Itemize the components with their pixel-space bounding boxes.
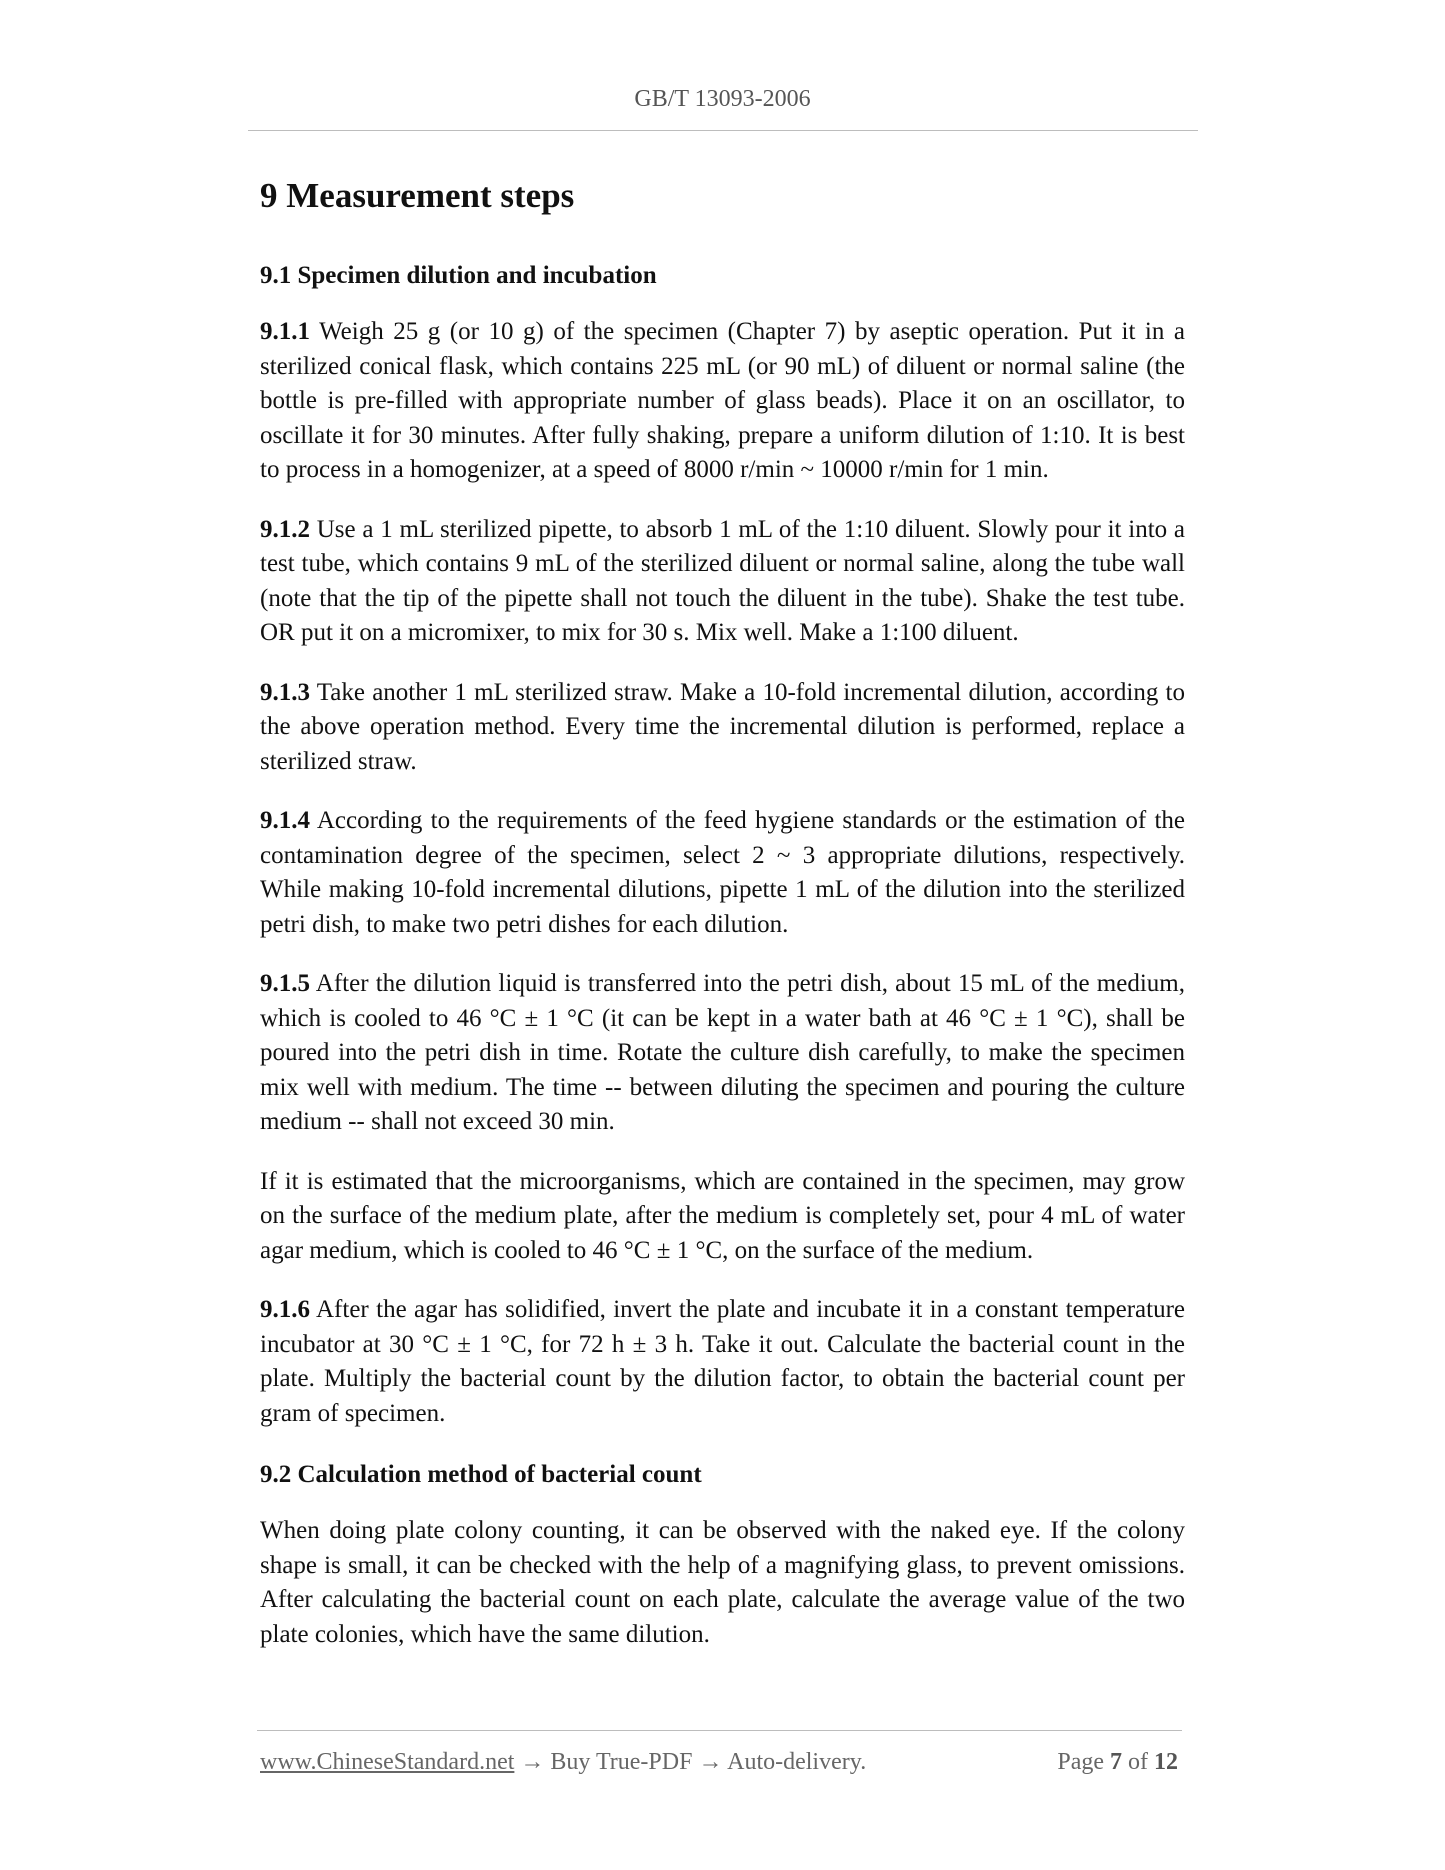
standard-code-header: GB/T 13093-2006 [634,86,811,112]
paragraph-text: After the agar has solidified, invert the plate and incubate it in a constant temperature incubator at 30 °C ± 1 °C, for 72 h ± 3 h. Take it out. Calculate the bacterial count in the plate. Multiply the bacterial count by the dilution factor, to obtain the bacterial count per gram of specimen. [260,1296,1185,1427]
clause-number: 9.1.1 [260,318,310,345]
clause-number: 9.1.5 [260,970,310,997]
paragraph-9-1-6 [260,1293,1185,1431]
section-heading-9-1: 9.1 Specimen dilution and incubation [260,262,657,289]
paragraph-text: After the dilution liquid is transferred into the petri dish, about 15 mL of the medium, which is cooled to 46 °C ± 1 °C (it can be kept in a water bath at 46 °C ± 1 °C), shall be poured into the petri dish in time. Rotate the culture dish carefully, to make the specimen mix well with medium. The time -- between diluting the specimen and pouring the culture medium -- shall not exceed 30 min. [260,970,1185,1135]
section-heading-9-2: 9.2 Calculation method of bacterial count [260,1461,702,1488]
paragraph-9-1-5 [260,967,1185,1140]
header-divider [248,130,1198,131]
total-page-count: 12 [1154,1749,1178,1775]
paragraph-text: According to the requirements of the feed hygiene standards or the estimation of the contamination degree of the specimen, select 2 ~ 3 appropriate dilutions, respectively. While making 10-fold incremental dilutions, pipette 1 mL of the dilution into the sterilized petri dish, to make two petri dishes for each dilution. [260,807,1185,938]
clause-number: 9.1.3 [260,678,310,706]
paragraph-text: Take another 1 mL sterilized straw. Make a 10-fold incremental dilution, according to the above operation method. Every time the incremental dilution is performed, replace a sterilized straw. [260,678,1185,775]
footer-promo [260,1749,866,1776]
paragraph-9-1-4 [260,804,1185,942]
paragraph-text: If it is estimated that the microorganisms, which are contained in the specimen, may grow on the surface of the medium plate, after the medium is completely set, pour 4 mL of water agar medium, which is cooled to 46 °C ± 1 °C, on the surface of the medium. [260,1167,1185,1264]
page-content [260,168,1185,1677]
paragraph-9-1-3 [260,676,1185,780]
clause-number: 9.1.6 [260,1296,310,1323]
paragraph-text: Weigh 25 g (or 10 g) of the specimen (Chapter 7) by aseptic operation. Put it in a sterilized conical flask, which contains 225 mL (or 90 mL) of diluent or normal saline (the bottle is pre-filled with appropriate number of glass beads). Place it on an oscillator, to oscillate it for 30 minutes. After fully shaking, prepare a uniform dilution of 1:10. It is best to process in a homogenizer, at a speed of 8000 r/min ~ 10000 r/min for 1 min. [260,318,1185,483]
paragraph-9-2 [260,1514,1185,1652]
paragraph-9-1-2 [260,513,1185,651]
footer-divider [257,1730,1182,1731]
page-title: 9 Measurement steps [260,176,575,215]
clause-number: 9.1.4 [260,807,310,834]
page-indicator [1057,1749,1178,1776]
clause-number: 9.1.2 [260,515,310,543]
page-label: Page [1057,1749,1104,1775]
paragraph-text: When doing plate colony counting, it can be observed with the naked eye. If the colony shape is small, it can be checked with the help of a magnifying glass, to prevent omissions. After calculating the bacterial count on each plate, calculate the average value of the two plate colonies, which have the same dilution. [260,1517,1185,1648]
current-page-number: 7 [1110,1749,1122,1775]
paragraph-9-1-1 [260,315,1185,488]
paragraph-text: Use a 1 mL sterilized pipette, to absorb 1 mL of the 1:10 diluent. Slowly pour it into a test tube, which contains 9 mL of the sterilized diluent or normal saline, along the tube wall (note that the tip of the pipette shall not touch the diluent in the tube). Shake the test tube. OR put it on a micromixer, to mix for 30 s. Mix well. Make a 1:100 diluent. [260,515,1185,646]
website-link[interactable]: www.ChineseStandard.net [260,1749,515,1775]
paragraph-9-1-5-note [260,1165,1185,1269]
footer-promo-text: → Buy True-PDF → Auto-delivery. [514,1749,867,1775]
page-of-label: of [1128,1749,1148,1775]
